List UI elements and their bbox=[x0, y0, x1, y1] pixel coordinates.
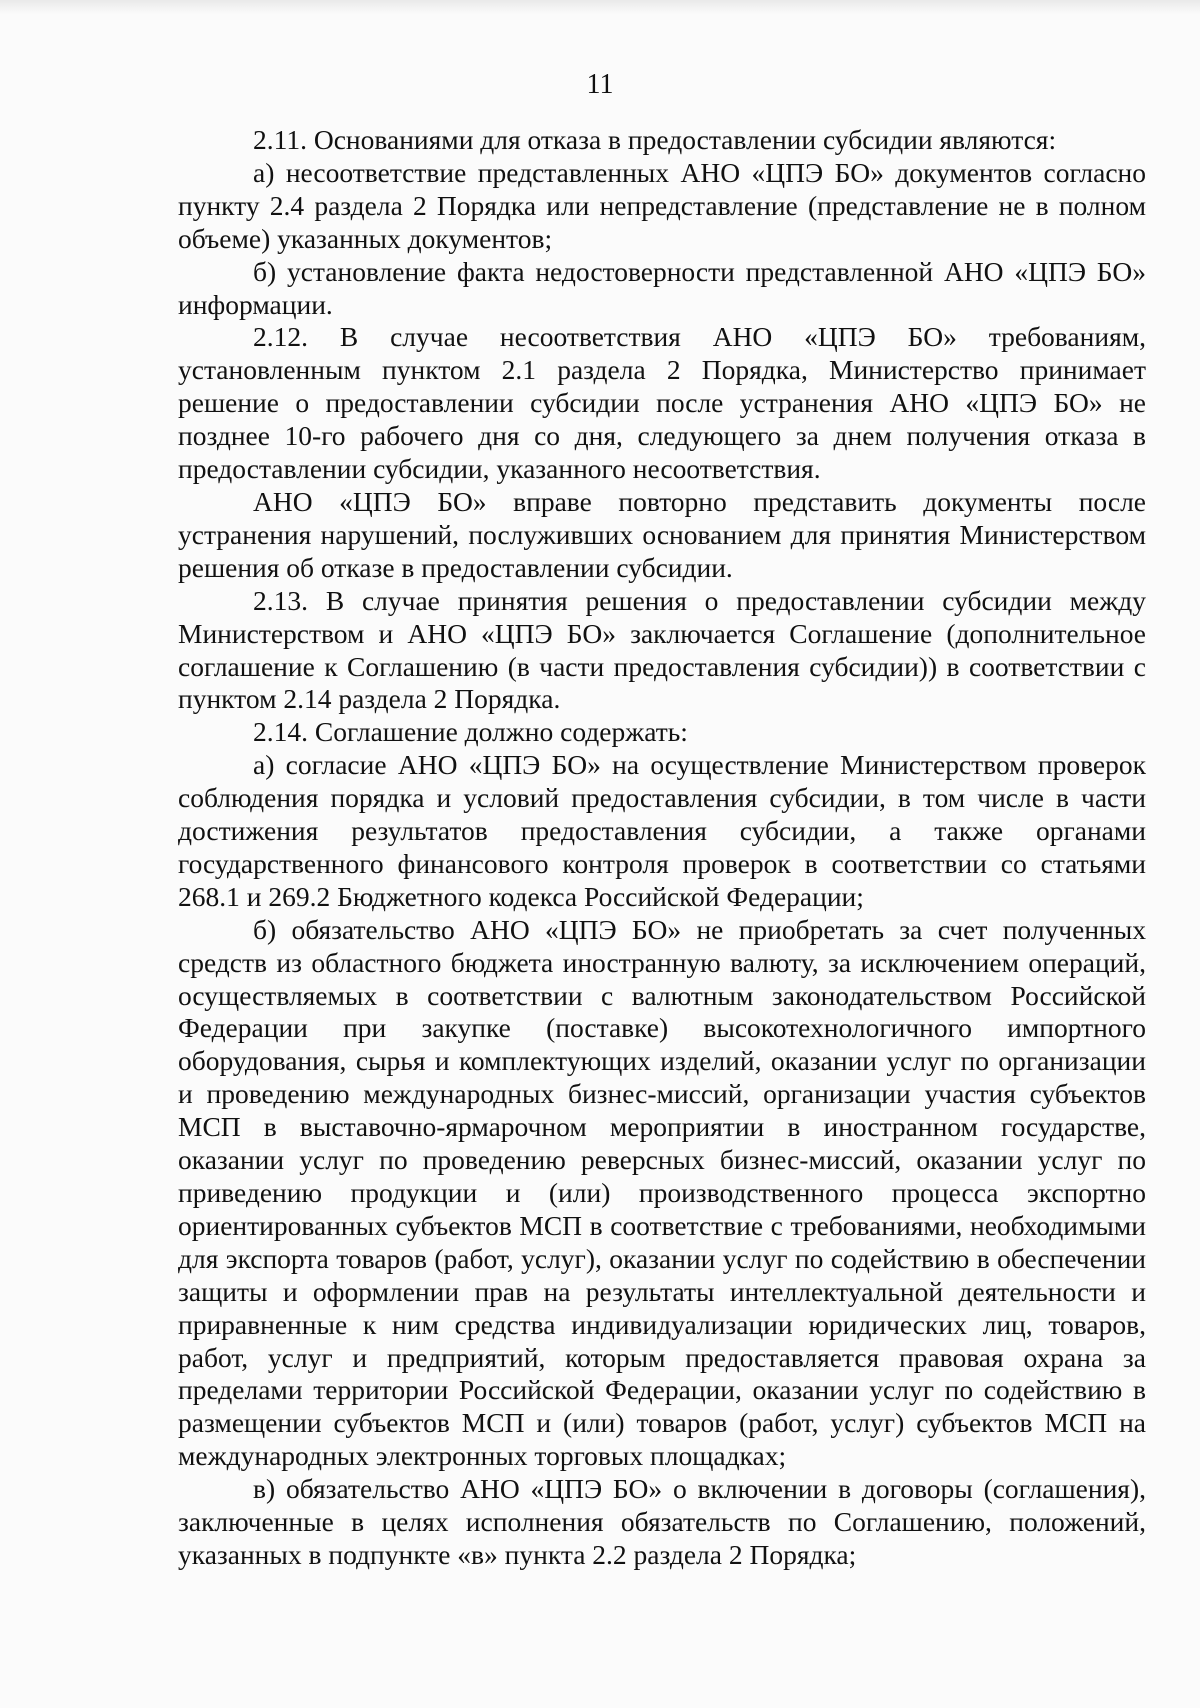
document-body bbox=[178, 124, 1146, 1572]
paragraph-2-11: 2.11. Основаниями для отказа в предоставлении субсидии являются: bbox=[253, 124, 1057, 155]
paragraph-2-11-a: а) несоответствие представленных АНО «ЦПЭ БО» документов согласно пункту 2.4 раздела 2 Порядка или непредставление (представление не в полном объеме) указанных документов; bbox=[178, 156, 1146, 254]
paragraph-2-14-b: б) обязательство АНО «ЦПЭ БО» не приобретать за счет полученных средств из областного бюджета иностранную валюту, за исключением операций, осуществляемых в соответствии с валютным законодательством Российской Федерации при закупке (поставке) высокотехнологичного импортного оборудования, сырья и комплектующих изделий, оказании услуг по организации и проведению международных бизнес-миссий, организации участия субъектов МСП в выставочно-ярмарочном мероприятии в иностранном государстве, оказании услуг по проведению реверсных бизнес-миссий, оказании услуг по приведению продукции и (или) производственного процесса экспортно ориентированных субъектов МСП в соответствие с требованиями, необходимыми для экспорта товаров (работ, услуг), оказании услуг по содействию в обеспечении защиты и оформлении прав на результаты интеллектуальной деятельности и приравненные к ним средства индивидуализации юридических лиц, товаров, работ, услуг и предприятий, которым предоставляется правовая охрана за пределами территории Российской Федерации, оказании услуг по содействию в размещении субъектов МСП и (или) товаров (работ, услуг) субъектов МСП на международных электронных торговых площадках; bbox=[178, 913, 1146, 1472]
paragraph-2-14: 2.14. Соглашение должно содержать: bbox=[253, 716, 688, 748]
paragraph-2-11-b: б) установление факта недостоверности представленной АНО «ЦПЭ БО» информации. bbox=[178, 255, 1146, 320]
paragraph-2-14-v: в) обязательство АНО «ЦПЭ БО» о включении в договоры (соглашения), заключенные в целях исполнения обязательств по Соглашению, положений, указанных в подпункте «в» пункта 2.2 раздела 2 Порядка; bbox=[178, 1473, 1146, 1570]
scan-top-edge bbox=[0, 0, 1200, 14]
paragraph-2-13: 2.13. В случае принятия решения о предоставлении субсидии между Министерством и АНО «ЦПЭ БО» заключается Соглашение (дополнительное соглашение к Соглашению (в части предоставления субсидии)) в соответствии с пунктом 2.14 раздела 2 Порядка. bbox=[178, 584, 1146, 715]
page-number: 11 bbox=[586, 69, 614, 100]
paragraph-2-12: 2.12. В случае несоответствия АНО «ЦПЭ БО» требованиям, установленным пунктом 2.1 раздела 2 Порядка, Министерство принимает решение о предоставлении субсидии после устранения АНО «ЦПЭ БО» не позднее 10-го рабочего дня со дня, следующего за днем получения отказа в предоставлении субсидии, указанного несоответствия. bbox=[178, 321, 1146, 485]
paragraph-2-14-a: а) согласие АНО «ЦПЭ БО» на осуществление Министерством проверок соблюдения порядка и условий предоставления субсидии, в том числе в части достижения результатов предоставления субсидии, а также органами государственного финансового контроля проверок в соответствии со статьями 268.1 и 269.2 Бюджетного кодекса Российской Федерации; bbox=[178, 749, 1146, 912]
paragraph-2-12-resubmit: АНО «ЦПЭ БО» вправе повторно представить документы после устранения нарушений, послуживших основанием для принятия Министерством решения об отказе в предоставлении субсидии. bbox=[178, 485, 1146, 583]
